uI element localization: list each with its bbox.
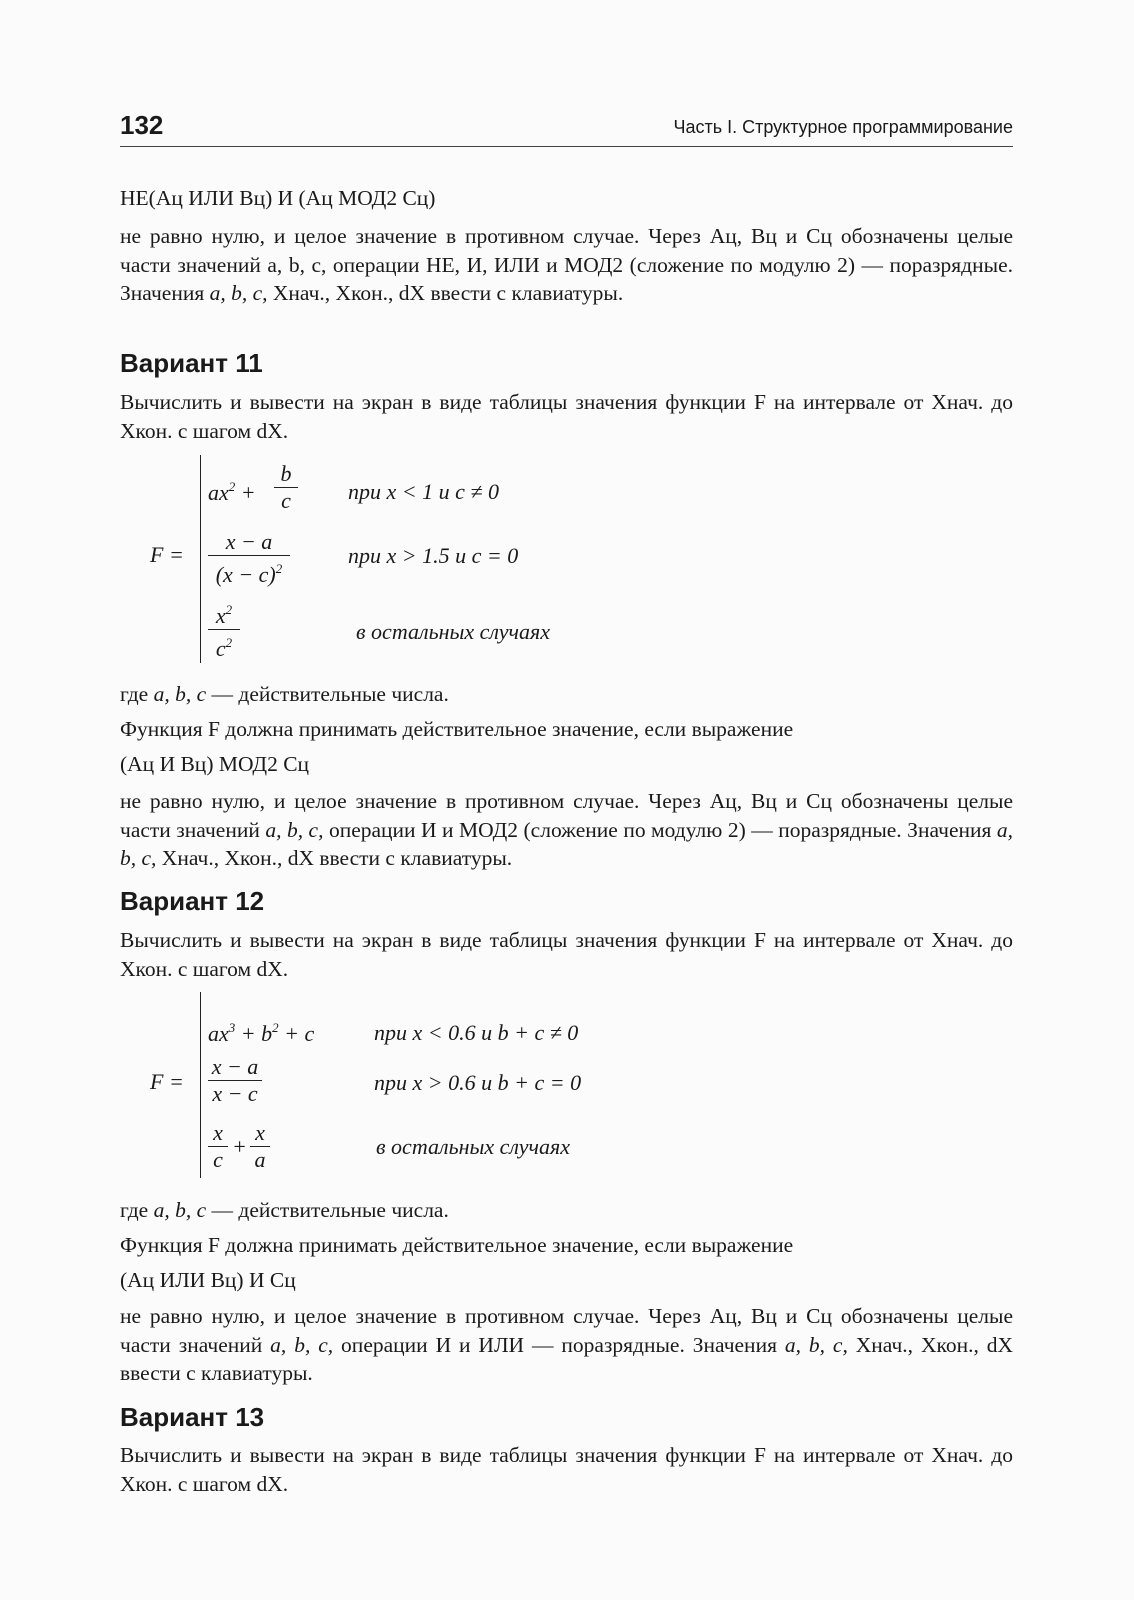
variant-heading: Вариант 11 — [120, 348, 263, 378]
variant-heading: Вариант 12 — [120, 886, 265, 916]
page-number: 132 — [120, 110, 164, 140]
case-condition: при x < 1 и c ≠ 0 — [348, 479, 499, 504]
fraction: $x^2$ $c^2$ — [208, 597, 240, 662]
variant-intro: Вычислить и вывести на экран в виде таблицы значения функции F на интервале от Хнач. до Хкон. с шагом dX. — [120, 928, 1013, 981]
variant-heading: Вариант 13 — [120, 1402, 265, 1432]
formula-lhs: F = — [150, 1069, 184, 1094]
piecewise-formula — [150, 455, 750, 665]
fraction: b c — [274, 461, 298, 514]
expression-line: НЕ(Ац ИЛИ Вц) И (Ац МОД2 Сц) — [120, 186, 436, 210]
where-line: где a, b, c — действительные числа. — [120, 682, 449, 706]
case-condition: в остальных случаях — [356, 619, 550, 644]
paragraph: не равно нулю, и целое значение в противном случае. Через Ац, Вц и Сц обозначены целые части значений a, b, c, операции И и МОД2 (сложение по модулю 2) — поразрядные. Значения a, b, c, Хнач., Хкон., dX ввести с клавиатуры. — [120, 789, 1013, 870]
piecewise-formula — [150, 992, 750, 1178]
brace — [200, 455, 201, 663]
book-page — [120, 0, 1013, 1600]
function-condition-text: Функция F должна принимать действительное значение, если выражение — [120, 717, 794, 741]
fraction: x − a x − c — [208, 1054, 262, 1107]
fraction: x a — [250, 1120, 270, 1173]
paragraph: не равно нулю, и целое значение в противном случае. Через Ац, Вц и Сц обозначены целые части значений a, b, c, операции НЕ, И, ИЛИ и МОД2 (сложение по модулю 2) — поразрядные. Значения a, b, c, Хнач., Хкон., dX ввести с клавиатуры. — [120, 224, 1013, 305]
variant-intro: Вычислить и вывести на экран в виде таблицы значения функции F на интервале от Хнач. до Хкон. с шагом dX. — [120, 390, 1013, 443]
paragraph: не равно нулю, и целое значение в противном случае. Через Ац, Вц и Сц обозначены целые части значений a, b, c, операции И и ИЛИ — поразрядные. Значения a, b, c, Хнач., Хкон., dX ввести с клавиатуры. — [120, 1304, 1014, 1385]
where-line: где a, b, c — действительные числа. — [120, 1198, 449, 1222]
case-condition: в остальных случаях — [376, 1134, 570, 1159]
function-condition-text: Функция F должна принимать действительное значение, если выражение — [120, 1233, 794, 1257]
running-header — [120, 110, 1013, 147]
fraction: x − a $(x - c)^2$ — [208, 529, 290, 588]
formula-lhs: F = — [150, 542, 184, 567]
case-condition: при x > 0.6 и b + c = 0 — [374, 1070, 582, 1095]
brace — [200, 992, 201, 1178]
variant-intro: Вычислить и вывести на экран в виде таблицы значения функции F на интервале от Хнач. до Хкон. с шагом dX. — [120, 1443, 1013, 1496]
expression-line: (Ац ИЛИ Вц) И Сц — [120, 1268, 296, 1292]
case-condition: при x < 0.6 и b + c ≠ 0 — [374, 1020, 579, 1045]
fraction: x c — [208, 1120, 228, 1173]
case-expression: $ax^2$ + — [208, 479, 256, 505]
case-condition: при x > 1.5 и c = 0 — [348, 543, 519, 568]
running-title: Часть I. Структурное программирование — [673, 117, 1013, 137]
case-expression: $ax^3 + b^2 + c$ — [208, 1020, 315, 1046]
expression-line: (Ац И Вц) МОД2 Сц — [120, 752, 310, 776]
plus-sign: + — [232, 1134, 247, 1159]
